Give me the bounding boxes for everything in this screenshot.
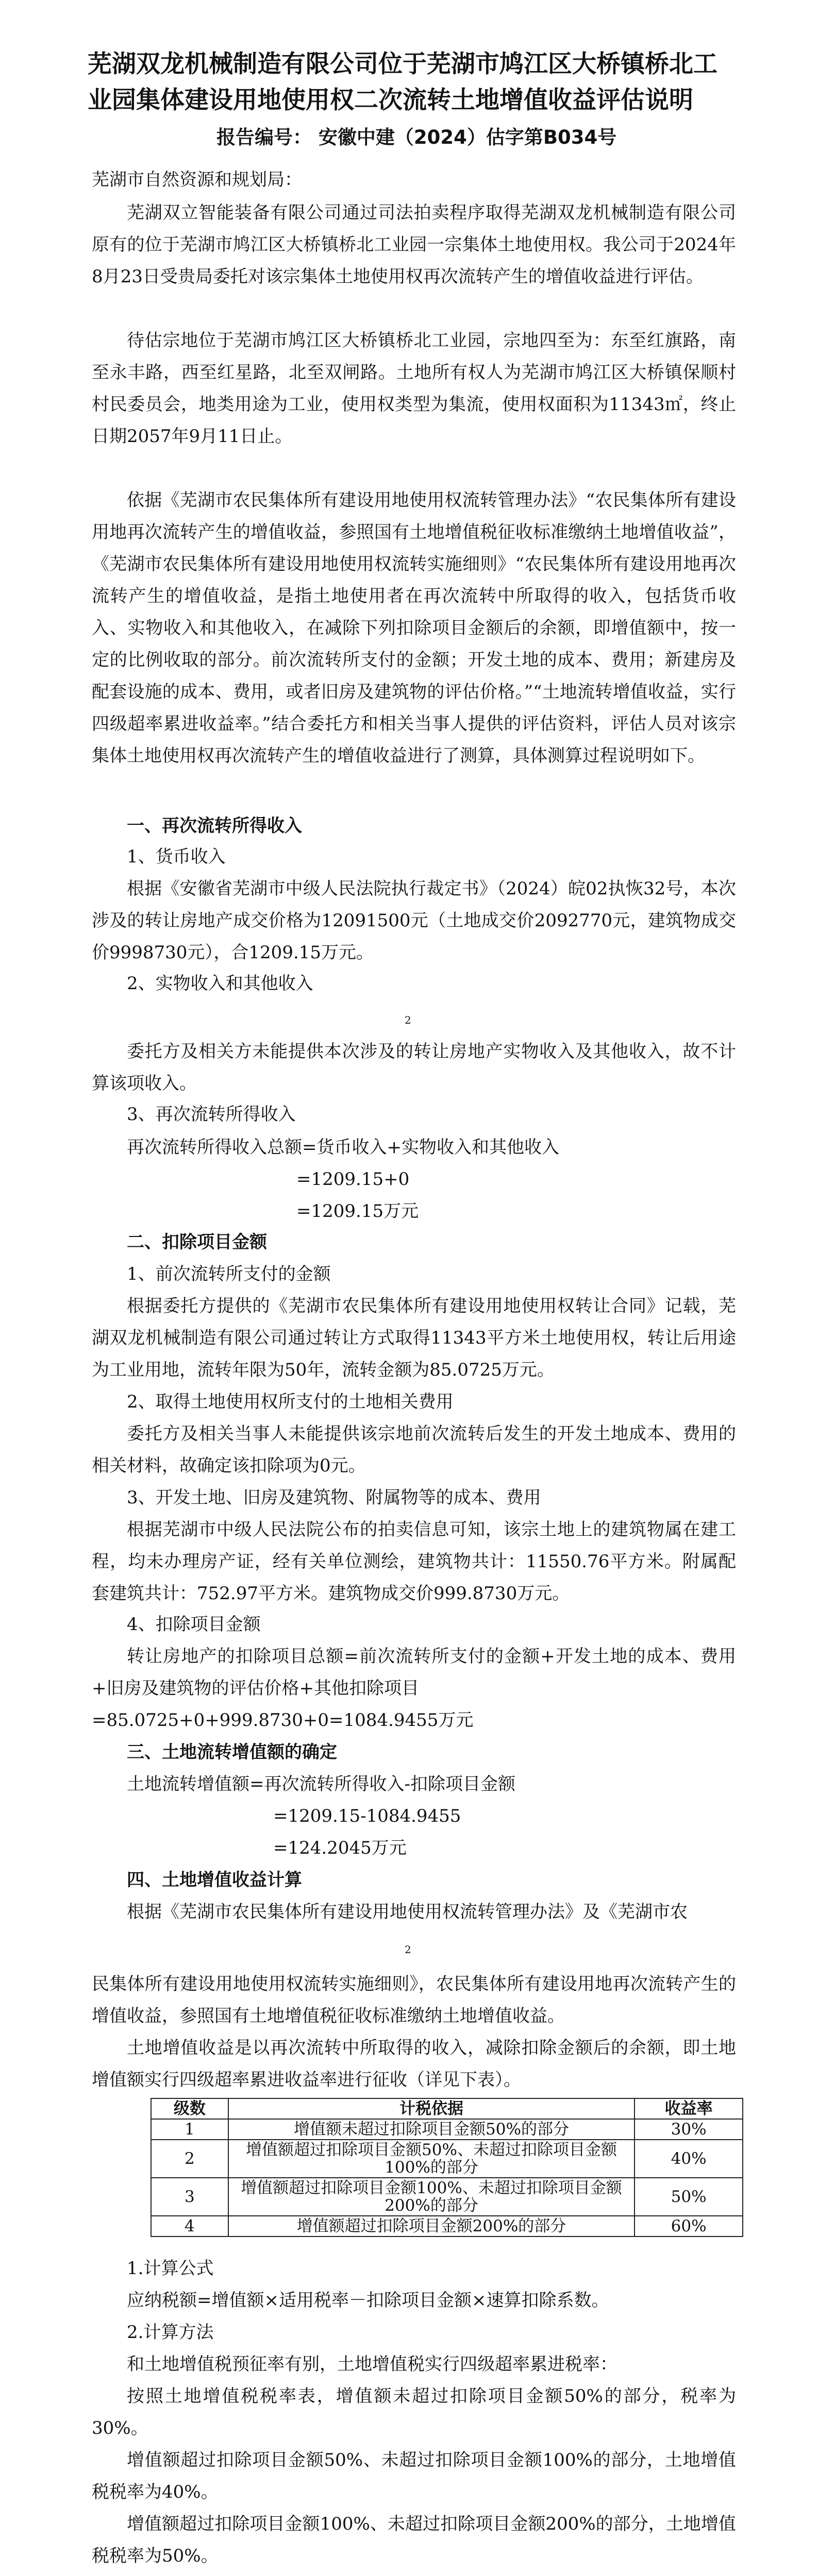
section-heading-2: 二、扣除项目金额 [127, 1232, 267, 1252]
table-cell: 30% [635, 2119, 743, 2140]
formula-deductions-result: =85.0725+0+999.8730+0=1084.9455万元 [92, 1710, 474, 1731]
paragraph-rate-30: 按照土地增值税税率表，增值额未超过扣除项目金额50%的部分，税率为30%。 [92, 2386, 736, 2438]
table-row [151, 2140, 743, 2178]
paragraph-building-cost: 根据芜湖市中级人民法院公布的拍卖信息可知，该宗土地上的建筑物属在建工程，均未办理房产证，经有关单位测绘，建筑物共计：11550.76平方米。附属配套建筑共计：752.97平方米。建筑物成交价999.8730万元。 [92, 1519, 736, 1604]
paragraph-prior-payment: 根据委托方提供的《芜湖市农民集体所有建设用地使用权转让合同》记载，芜湖双龙机械制造有限公司通过转让方式取得11343平方米土地使用权，转让后用途为工业用地，流转年限为50年，流转金额为85.0725万元。 [92, 1296, 736, 1380]
document-title-line1: 芜湖双龙机械制造有限公司位于芜湖市鸠江区大桥镇桥北工 [88, 50, 717, 78]
table-cell: 增值额超过扣除项目金额100%、未超过扣除项目金额200%的部分 [228, 2178, 635, 2216]
subheading-1-3: 3、再次流转所得收入 [127, 1104, 296, 1125]
table-row [151, 2178, 743, 2216]
formula-result: =124.2045万元 [273, 1838, 407, 1858]
formula-step: =1209.15+0 [296, 1169, 410, 1190]
formula-value-increase: 土地流转增值额=再次流转所得收入-扣除项目金额 [127, 1774, 515, 1794]
formula-deductions: 转让房地产的扣除项目总额=前次流转所支付的金额+开发土地的成本、费用+旧房及建筑物的评估价格+其他扣除项目 [92, 1646, 736, 1699]
subheading-2-1: 1、前次流转所支付的金额 [127, 1264, 331, 1284]
tax-rate-table [151, 2098, 743, 2237]
paragraph-formula: 应纳税额=增值额×适用税率－扣除项目金额×速算扣除系数。 [127, 2290, 609, 2311]
table-row [151, 2216, 743, 2236]
page-number: 2 [405, 1014, 411, 1026]
subheading-formula: 1.计算公式 [127, 2258, 214, 2279]
page-number: 2 [405, 1943, 411, 1956]
table-cell: 增值额超过扣除项目金额200%的部分 [228, 2216, 635, 2236]
paragraph-intro: 芜湖双立智能装备有限公司通过司法拍卖程序取得芜湖双龙机械制造有限公司原有的位于芜湖市鸠江区大桥镇桥北工业园一宗集体土地使用权。我公司于2024年8月23日受贵局委托对该宗集体土地使用权再次流转产生的增值收益进行评估。 [92, 202, 736, 287]
table-cell: 1 [151, 2119, 228, 2140]
subheading-2-2: 2、取得土地使用权所支付的土地相关费用 [127, 1392, 454, 1412]
formula-total-income: 再次流转所得收入总额=货币收入+实物收入和其他收入 [127, 1137, 559, 1158]
subheading-2-4: 4、扣除项目金额 [127, 1614, 261, 1635]
report-number: 报告编号： 安徽中建（2024）估字第B034号 [216, 126, 617, 148]
table-header: 级数 [151, 2098, 228, 2119]
formula-result: =1209.15万元 [296, 1201, 419, 1222]
table-row [151, 2119, 743, 2140]
section-heading-1: 一、再次流转所得收入 [127, 816, 302, 836]
subheading-1-1: 1、货币收入 [127, 846, 226, 867]
paragraph-rate-intro: 土地增值收益是以再次流转中所取得的收入，减除扣除金额后的余额，即土地增值额实行四级超率累进收益率进行征收（详见下表）。 [92, 2038, 736, 2090]
addressee: 芜湖市自然资源和规划局： [92, 170, 302, 190]
table-cell: 3 [151, 2178, 228, 2216]
paragraph-rate-50: 增值额超过扣除项目金额100%、未超过扣除项目金额200%的部分，土地增值税税率为50%。 [92, 2514, 736, 2566]
table-cell: 增值额未超过扣除项目金额50%的部分 [228, 2119, 635, 2140]
table-cell: 4 [151, 2216, 228, 2236]
table-cell: 40% [635, 2140, 743, 2178]
formula-step: =1209.15-1084.9455 [273, 1806, 461, 1826]
table-cell: 2 [151, 2140, 228, 2178]
table-cell: 60% [635, 2216, 743, 2236]
paragraph-cash-income: 根据《安徽省芜湖市中级人民法院执行裁定书》（2024）皖02执恢32号，本次涉及的转让房地产成交价格为12091500元（土地成交价2092770元，建筑物成交价9998730元），合1209.15万元。 [92, 878, 736, 963]
paragraph-basis: 依据《芜湖市农民集体所有建设用地使用权流转管理办法》“农民集体所有建设用地再次流转产生的增值收益，参照国有土地增值税征收标准缴纳土地增值收益”，《芜湖市农民集体所有建设用地使用权流转实施细则》“农民集体所有建设用地再次流转产生的增值收益，是指土地使用者在再次流转中所取得的收入，包括货币收入、实物收入和其他收入，在减除下列扣除项目金额后的余额，即增值额中，按一定的比例收取的部分。前次流转所支付的金额；开发土地的成本、费用；新建房及配套设施的成本、费用，或者旧房及建筑物的评估价格。”“土地流转增值收益，实行四级超率累进收益率。”结合委托方和相关当事人提供的评估资料，评估人员对该宗集体土地使用权再次流转产生的增值收益进行了测算，具体测算过程说明如下。 [92, 490, 736, 766]
paragraph-land-cost: 委托方及相关当事人未能提供该宗地前次流转后发生的开发土地成本、费用的相关材料，故确定该扣除项为0元。 [92, 1423, 736, 1476]
section-heading-4: 四、土地增值收益计算 [127, 1870, 302, 1890]
subheading-2-3: 3、开发土地、旧房及建筑物、附属物等的成本、费用 [127, 1487, 541, 1508]
section-heading-3: 三、土地流转增值额的确定 [127, 1742, 337, 1762]
subheading-1-2: 2、实物收入和其他收入 [127, 973, 313, 994]
table-header: 收益率 [635, 2098, 743, 2119]
paragraph-rate-40: 增值额超过扣除项目金额50%、未超过扣除项目金额100%的部分，土地增值税税率为40%。 [92, 2450, 736, 2502]
paragraph-rate-60 [92, 2572, 736, 2576]
table-cell: 增值额超过扣除项目金额50%、未超过扣除项目金额100%的部分 [228, 2140, 635, 2178]
table-header: 计税依据 [228, 2098, 635, 2119]
paragraph-other-income: 委托方及相关方未能提供本次涉及的转让房地产实物收入及其他收入，故不计算该项收入。 [92, 1041, 736, 1094]
paragraph-method: 和土地增值税预征率有别，土地增值税实行四级超率累进税率： [127, 2354, 617, 2375]
table-cell: 50% [635, 2178, 743, 2216]
paragraph-regulation-cont: 民集体所有建设用地使用权流转实施细则》，农民集体所有建设用地再次流转产生的增值收益，参照国有土地增值税征收标准缴纳土地增值收益。 [92, 1974, 736, 2026]
subheading-method: 2.计算方法 [127, 2322, 214, 2343]
document-title-line2: 业园集体建设用地使用权二次流转土地增值收益评估说明 [88, 86, 693, 114]
paragraph-parcel: 待估宗地位于芜湖市鸠江区大桥镇桥北工业园，宗地四至为：东至红旗路，南至永丰路，西至红星路，北至双闸路。土地所有权人为芜湖市鸠江区大桥镇保顺村村民委员会，地类用途为工业，使用权类型为集流，使用权面积为11343㎡，终止日期2057年9月11日止。 [92, 330, 736, 447]
paragraph-regulation: 根据《芜湖市农民集体所有建设用地使用权流转管理办法》及《芜湖市农 [127, 1902, 688, 1922]
